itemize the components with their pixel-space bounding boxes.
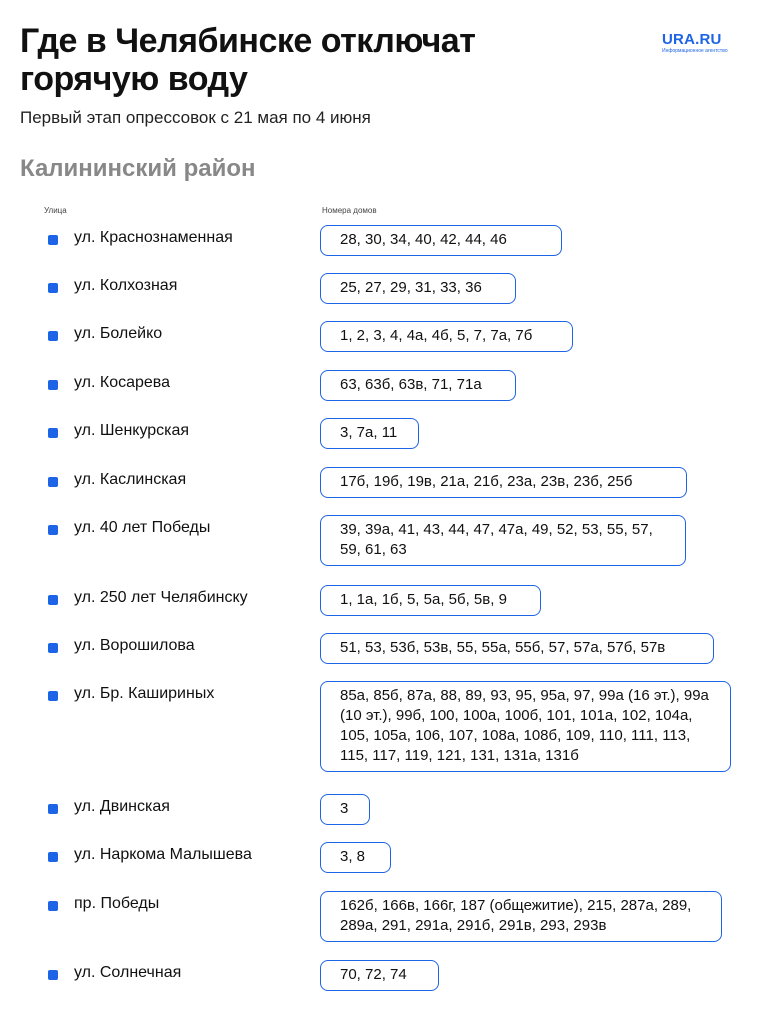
house-numbers: 1, 1а, 1б, 5, 5а, 5б, 5в, 9 (320, 585, 541, 616)
bullet-icon (48, 691, 58, 701)
bullet-icon (48, 380, 58, 390)
bullet-icon (48, 643, 58, 653)
street-name: ул. Солнечная (74, 964, 182, 981)
house-numbers: 17б, 19б, 19в, 21а, 21б, 23а, 23в, 23б, 25б (320, 467, 687, 498)
street-name: пр. Победы (74, 895, 160, 912)
house-numbers: 63, 63б, 63в, 71, 71а (320, 370, 516, 401)
street-name: ул. Ворошилова (74, 637, 195, 654)
house-numbers: 28, 30, 34, 40, 42, 44, 46 (320, 225, 562, 256)
page-title-line1: Где в Челябинске отключат (20, 22, 476, 60)
bullet-icon (48, 331, 58, 341)
logo-tagline: Информационное агентство (662, 48, 728, 54)
house-numbers: 3 (320, 794, 370, 825)
street-name: ул. Каслинская (74, 471, 187, 488)
house-numbers: 3, 7а, 11 (320, 418, 419, 449)
house-numbers: 39, 39а, 41, 43, 44, 47, 47а, 49, 52, 53, 55, 57, 59, 61, 63 (320, 515, 686, 566)
street-name: ул. Косарева (74, 374, 171, 391)
street-name: ул. Бр. Кашириных (74, 685, 215, 702)
house-numbers: 3, 8 (320, 842, 391, 873)
district-heading: Калининский район (20, 155, 256, 182)
street-name: ул. Двинская (74, 798, 170, 815)
bullet-icon (48, 970, 58, 980)
street-name: ул. 250 лет Челябинску (74, 589, 248, 606)
house-numbers: 25, 27, 29, 31, 33, 36 (320, 273, 516, 304)
subtitle: Первый этап опрессовок с 21 мая по 4 июня (20, 108, 371, 127)
bullet-icon (48, 235, 58, 245)
page-title (20, 22, 580, 98)
street-name: ул. Колхозная (74, 277, 178, 294)
house-numbers: 85а, 85б, 87а, 88, 89, 93, 95, 95а, 97, 99а (16 эт.), 99а (10 эт.), 99б, 100, 100а, 100б, 101, 101а, 102, 104а, 105, 105а, 106, 107, 108а, 108б, 109, 110, 111, 113, 115, 117, 119, 121, 131, 131а, 131б (320, 681, 731, 772)
page-title-line2: горячую воду (20, 60, 248, 98)
bullet-icon (48, 852, 58, 862)
house-numbers: 1, 2, 3, 4, 4а, 4б, 5, 7, 7а, 7б (320, 321, 573, 352)
street-name: ул. Болейко (74, 325, 163, 342)
house-numbers: 162б, 166в, 166г, 187 (общежитие), 215, 287а, 289, 289а, 291, 291а, 291б, 291в, 293, 293в (320, 891, 722, 942)
street-name: ул. Шенкурская (74, 422, 190, 439)
bullet-icon (48, 283, 58, 293)
house-numbers: 51, 53, 53б, 53в, 55, 55а, 55б, 57, 57а, 57б, 57в (320, 633, 714, 664)
logo-name: URA.RU (662, 31, 722, 48)
house-numbers: 70, 72, 74 (320, 960, 439, 991)
column-header-street: Улица (44, 206, 67, 215)
bullet-icon (48, 525, 58, 535)
column-header-houses: Номера домов (322, 206, 377, 215)
bullet-icon (48, 477, 58, 487)
bullet-icon (48, 804, 58, 814)
bullet-icon (48, 428, 58, 438)
bullet-icon (48, 595, 58, 605)
street-name: ул. Наркома Малышева (74, 846, 252, 863)
bullet-icon (48, 901, 58, 911)
street-name: ул. Краснознаменная (74, 229, 233, 246)
ura-logo (662, 32, 742, 54)
street-name: ул. 40 лет Победы (74, 519, 211, 536)
